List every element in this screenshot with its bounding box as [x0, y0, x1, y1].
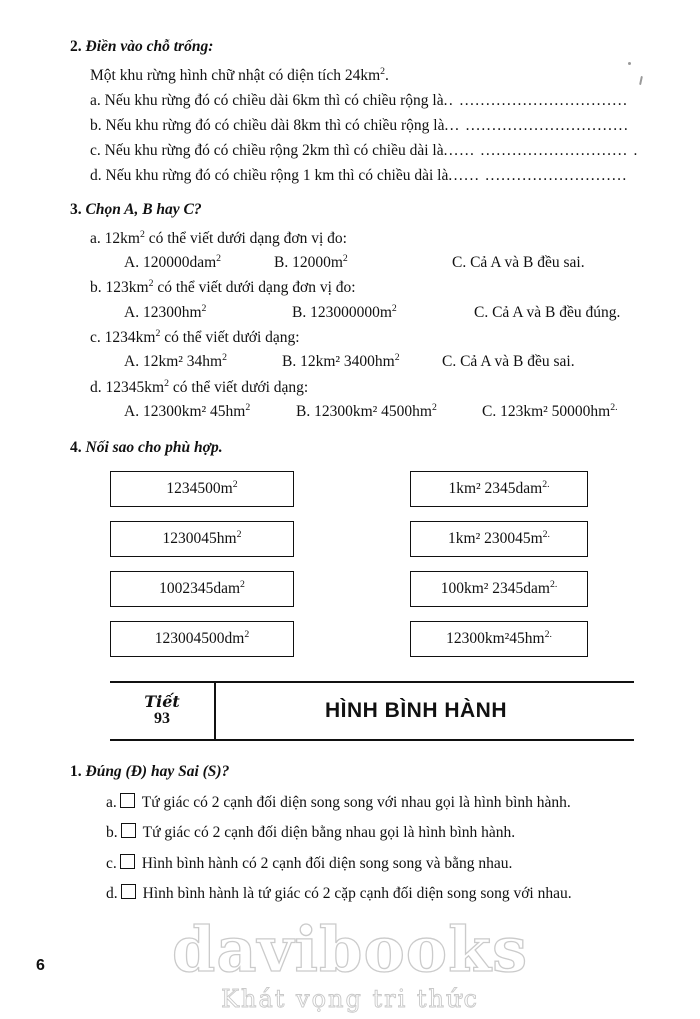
item-label: b.: [90, 117, 102, 135]
choice-value: 123km² 50000hm: [500, 403, 611, 421]
item-text: Nếu khu rừng đó có chiều dài 6km thì có chiều rộng là: [104, 92, 444, 110]
watermark: [0, 913, 700, 1013]
watermark-slogan: Khát vọng tri thức: [221, 985, 479, 1013]
answer-blank[interactable]: ... ...............................: [444, 117, 630, 135]
match-box[interactable]: [110, 621, 294, 657]
match-box-text: 1230045hm: [162, 530, 237, 548]
choice-option[interactable]: [124, 400, 296, 425]
exercise-1-title: [70, 763, 656, 781]
checkbox[interactable]: [121, 884, 136, 899]
paper-speck: [628, 62, 631, 65]
stem-tail: có thể viết dưới dạng đơn vị đo:: [144, 229, 347, 247]
stem-sup: 2: [164, 378, 169, 390]
match-box-text: 123004500dm: [154, 630, 245, 648]
answer-blank[interactable]: ...... ...........................: [448, 167, 628, 185]
lesson-title: HÌNH BÌNH HÀNH: [325, 699, 507, 723]
choice-key: B.: [292, 303, 307, 321]
matching-right-column: [410, 471, 588, 671]
exercise-2-intro-end: .: [385, 67, 389, 84]
answer-blank[interactable]: .. ................................: [443, 92, 629, 110]
choice-key: A.: [124, 253, 140, 271]
question-stem: [90, 226, 656, 251]
exercise-3-title: [70, 201, 656, 219]
item-text: Hình bình hành là tứ giác có 2 cặp cạnh đối diện song song với nhau.: [142, 884, 572, 902]
choice-key: C.: [474, 303, 489, 321]
choice-option[interactable]: [124, 350, 282, 375]
choice-key: A.: [124, 403, 140, 421]
match-box[interactable]: [410, 571, 588, 607]
item-label: c.: [106, 854, 117, 872]
exercise-4: [62, 439, 656, 667]
match-box-sup: 2.: [549, 579, 558, 591]
item-label: d.: [106, 884, 118, 902]
choice-key: B.: [274, 253, 289, 271]
choice-value: 120000dam: [142, 253, 217, 271]
match-box-text: 1km² 230045m: [448, 530, 543, 548]
stem-tail: có thể viết dưới dạng đơn vị đo:: [153, 279, 356, 297]
choice-value: Cả A và B đều sai.: [460, 353, 575, 371]
choice-sup: 2: [342, 252, 348, 264]
match-box[interactable]: [410, 621, 588, 657]
match-box-text: 12300km²45hm: [446, 630, 545, 648]
choice-value: 12000m: [292, 253, 343, 271]
watermark-brand: davibooks: [171, 913, 529, 986]
match-box-sup: 2.: [544, 629, 552, 641]
match-box[interactable]: [110, 471, 294, 507]
match-box-text: 1km² 2345dam: [448, 480, 543, 498]
match-box-text: 1234500m: [166, 480, 233, 498]
list-item: [106, 849, 656, 879]
stem-tail: có thể viết dưới dạng:: [160, 329, 300, 347]
stem-sup: 2: [139, 228, 145, 240]
lesson-header: [110, 681, 634, 741]
choice-row: [124, 350, 656, 375]
choice-key: C.: [442, 353, 457, 371]
question-stem: [90, 275, 656, 300]
choice-value: 12300km² 4500hm: [314, 403, 432, 421]
choice-option[interactable]: [124, 251, 274, 276]
checkbox[interactable]: [120, 793, 135, 808]
list-item: [90, 88, 656, 113]
stem-text: 1234km: [104, 329, 156, 347]
choice-sup: 2.: [610, 402, 618, 414]
exercise-2: [62, 38, 656, 189]
choice-value: 12km² 34hm: [142, 353, 223, 371]
choice-option[interactable]: [474, 301, 620, 326]
exercise-2-number: 2.: [70, 38, 82, 55]
choice-sup: 2: [216, 252, 222, 264]
page-number: 6: [36, 957, 45, 974]
item-text: Nếu khu rừng đó có chiều dài 8km thì có chiều rộng là: [105, 117, 445, 135]
item-label: a.: [106, 794, 117, 812]
choice-key: A.: [124, 353, 140, 371]
exercise-3: [62, 201, 656, 426]
list-item: [90, 163, 656, 188]
choice-option[interactable]: [292, 301, 474, 326]
item-text: Hình bình hành có 2 cạnh đối diện song song và bằng nhau.: [141, 854, 513, 872]
choice-option[interactable]: [274, 251, 452, 276]
lesson-number: 93: [154, 710, 170, 728]
exercise-4-title: [70, 439, 656, 457]
match-box-sup: 2: [240, 579, 245, 591]
lesson-number-block: [110, 683, 216, 739]
exercise-1-number: 1.: [70, 763, 82, 781]
choice-key: C.: [452, 253, 467, 271]
checkbox[interactable]: [120, 854, 135, 869]
choice-sup: 2: [222, 352, 227, 364]
choice-sup: 2: [394, 352, 400, 364]
lesson-tiet-label: Tiết: [144, 691, 180, 711]
exercise-4-number: 4.: [70, 439, 82, 457]
choice-value: 12km² 3400hm: [300, 353, 395, 371]
exercise-4-title-text: Nối sao cho phù hợp.: [85, 439, 223, 457]
choice-option[interactable]: [452, 251, 585, 276]
item-text: Tứ giác có 2 cạnh đối diện bằng nhau gọi là hình bình hành.: [142, 824, 516, 842]
item-text: Tứ giác có 2 cạnh đối diện song song với nhau gọi là hình bình hành.: [141, 794, 571, 812]
item-label: a.: [90, 229, 101, 247]
choice-row: [124, 400, 656, 425]
match-box-sup: 2.: [542, 529, 550, 541]
list-item: [90, 138, 656, 163]
item-text: Nếu khu rừng đó có chiều rộng 1 km thì có chiều dài là: [105, 167, 449, 185]
exercise-2-title-text: Điền vào chỗ trống:: [85, 38, 214, 55]
choice-sup: 2: [431, 402, 437, 414]
item-label: a.: [90, 92, 101, 110]
match-box-sup: 2: [244, 629, 250, 641]
stem-text: 123km: [105, 279, 149, 297]
choice-value: Cả A và B đều đúng.: [492, 303, 621, 321]
checkbox[interactable]: [121, 823, 136, 838]
exercise-3-number: 3.: [70, 200, 82, 218]
choice-value: 12300hm: [142, 303, 202, 321]
choice-sup: 2: [391, 302, 397, 314]
stem-sup: 2: [148, 278, 154, 290]
list-item: [106, 818, 656, 848]
list-item: [90, 113, 656, 138]
choice-row: [124, 301, 656, 326]
exercise-3-title-text: Chọn A, B hay C?: [85, 200, 202, 218]
item-text: Nếu khu rừng đó có chiều rộng 2km thì có chiều dài là: [104, 142, 444, 160]
match-box-text: 1002345dam: [159, 580, 241, 598]
question-stem: [90, 325, 656, 350]
match-box[interactable]: [110, 521, 294, 557]
stem-sup: 2: [155, 328, 161, 340]
answer-blank[interactable]: ...... ............................ .: [443, 142, 639, 160]
list-item: [106, 879, 656, 909]
question-stem: [90, 375, 656, 400]
exercise-2-intro-sup: 2: [380, 65, 386, 77]
item-label: c.: [90, 142, 101, 160]
choice-key: B.: [282, 353, 297, 371]
exercise-1-title-text: Đúng (Đ) hay Sai (S)?: [85, 763, 230, 781]
match-box-sup: 2: [236, 529, 242, 541]
list-item: [106, 788, 656, 818]
choice-value: 123000000m: [310, 303, 392, 321]
choice-option[interactable]: [442, 350, 575, 375]
item-label: c.: [90, 329, 101, 347]
stem-text: 12345km: [105, 379, 165, 397]
exercise-2-intro-text: Một khu rừng hình chữ nhật có diện tích 24km: [90, 67, 381, 84]
choice-value: Cả A và B đều sai.: [470, 253, 585, 271]
choice-option[interactable]: [482, 400, 618, 425]
item-label: d.: [90, 379, 102, 397]
choice-option[interactable]: [124, 301, 292, 326]
matching-area: [62, 471, 656, 667]
match-box-sup: 2: [232, 479, 238, 491]
item-label: b.: [106, 824, 118, 842]
choice-key: C.: [482, 403, 497, 421]
exercise-2-title: [70, 38, 656, 56]
matching-left-column: [110, 471, 294, 671]
choice-key: B.: [296, 403, 311, 421]
match-box[interactable]: [410, 521, 588, 557]
match-box[interactable]: [410, 471, 588, 507]
match-box-sup: 2.: [542, 479, 550, 491]
match-box-text: 100km² 2345dam: [440, 580, 550, 598]
choice-key: A.: [124, 303, 140, 321]
choice-value: 12300km² 45hm: [142, 403, 246, 421]
choice-option[interactable]: [296, 400, 482, 425]
item-label: b.: [90, 279, 102, 297]
choice-row: [124, 251, 656, 276]
match-box[interactable]: [110, 571, 294, 607]
choice-sup: 2: [201, 302, 207, 314]
exercise-1: [62, 763, 656, 909]
item-label: d.: [90, 167, 102, 185]
stem-text: 12km: [104, 229, 140, 247]
choice-sup: 2: [245, 402, 251, 414]
choice-option[interactable]: [282, 350, 442, 375]
exercise-2-intro: [90, 63, 656, 88]
stem-tail: có thể viết dưới dạng:: [168, 379, 309, 397]
